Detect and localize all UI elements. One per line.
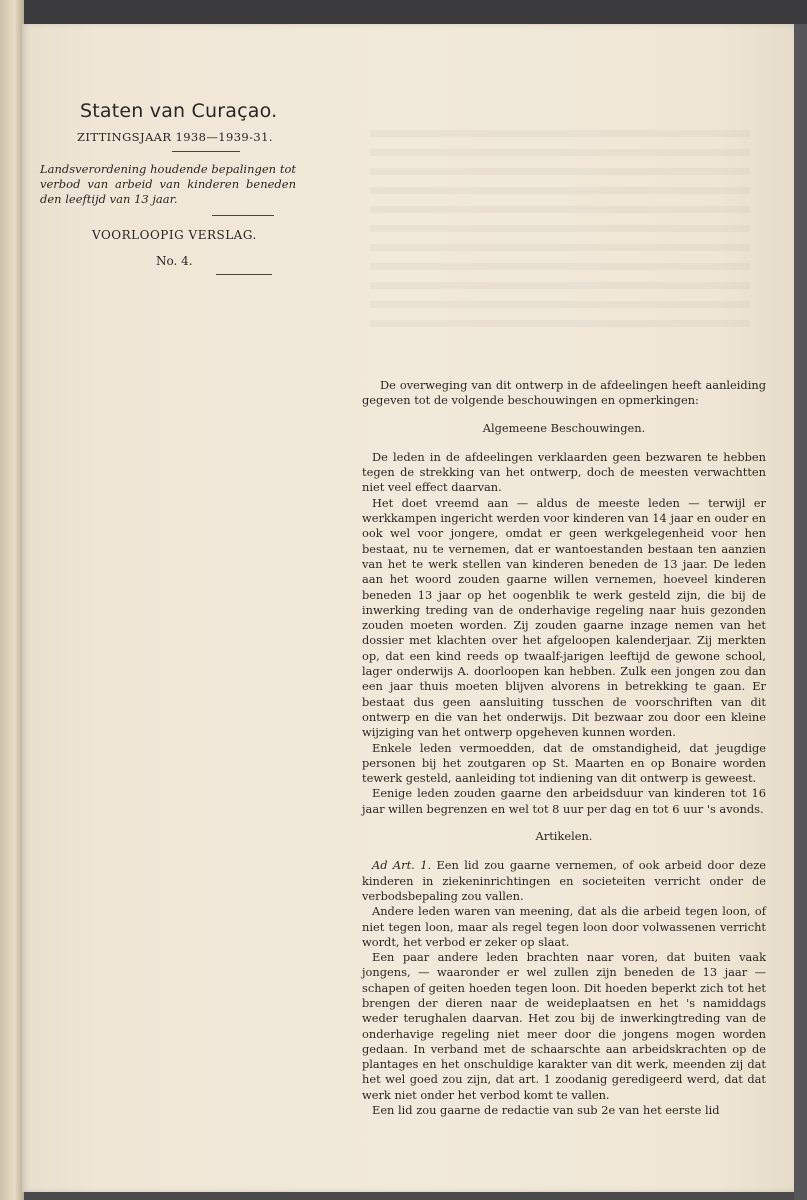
divider bbox=[216, 274, 272, 275]
page-title: Staten van Curaçao. bbox=[80, 100, 278, 122]
paragraph: Een lid zou gaarne de redactie van sub 2e van het eerste lid bbox=[372, 1103, 720, 1118]
report-title: VOORLOOPIG VERSLAG. bbox=[92, 228, 257, 242]
intro-paragraph: De overweging van dit ontwerp in de afdeelingen heeft aanleiding gegeven tot de volgende beschouwingen en opmerkingen: bbox=[362, 378, 766, 408]
paragraph: Andere leden waren van meening, dat als die arbeid tegen loon, of niet tegen loon, maar als regel tegen loon door volwassenen verricht wordt, het verbod er zeker op slaat. bbox=[362, 904, 766, 949]
paragraph: Enkele leden vermoedden, dat de omstandigheid, dat jeugdige personen bij het zoutgaren op St. Maarten en op Bonaire worden tewerk gesteld, aanleiding tot indiening van dit ontwerp is geweest. bbox=[362, 740, 766, 786]
section-heading-articles: Artikelen. bbox=[535, 829, 593, 844]
main-text-column bbox=[362, 378, 766, 1118]
section-heading-general: Algemeene Beschouwingen. bbox=[482, 420, 646, 435]
article-label: Ad Art. 1. bbox=[372, 858, 432, 873]
divider bbox=[172, 151, 240, 152]
paragraph: Het doet vreemd aan — aldus de meeste leden — terwijl er werkkampen ingericht werden voor kinderen van 14 jaar en ouder en ook wel voor jongere, omdat er geen werkgelegenheid voor hen bestaat, nu te vernemen, dat er wantoestanden bestaan ten aanzien van het te werk stellen van kinderen beneden de 13 jaar. De leden aan het woord zouden gaarne willen vernemen, hoeveel kinderen beneden 13 jaar op het oogenblik te werk gesteld zijn, die bij de inwerking treding van de onderhavige regeling naar huis gezonden zouden moeten worden. Zij zouden gaarne inzage nemen van het dossier met klachten over het afgeloopen kalenderjaar. Zij merkten op, dat een kind reeds op twaalf-jarigen leeftijd de gewone school, lager onderwijs A. doorloopen kan hebben. Zulk een jongen zou dan een jaar thuis moeten blijven alvorens in betrekking te gaan. Er bestaat dus geen aansluiting tusschen de voorschriften van dit ontwerp en die van het onderwijs. Dit bezwaar zou door een kleine wijziging van het ontwerp opgeheven kunnen worden. bbox=[362, 495, 766, 740]
paragraph: De leden in de afdeelingen verklaarden geen bezwaren te hebben tegen de strekking van het ontwerp, doch de meesten verwachtten niet veel effect daarvan. bbox=[362, 449, 766, 495]
document-header bbox=[40, 100, 366, 275]
ordinance-description: Landsverordening houdende bepalingen tot verbod van arbeid van kinderen beneden den leeftijd van 13 jaar. bbox=[40, 162, 296, 206]
scan-background bbox=[0, 0, 807, 26]
show-through-texture bbox=[370, 130, 750, 330]
divider bbox=[212, 215, 274, 216]
document-number: No. 4. bbox=[156, 254, 193, 268]
paragraph: Eenige leden zouden gaarne den arbeidsduur van kinderen tot 16 jaar willen begrenzen en wel tot 8 uur per dag en tot 6 uur 's avonds. bbox=[362, 786, 766, 816]
previous-page-edge bbox=[0, 0, 24, 1200]
article-text: Een lid zou gaarne vernemen, of ook arbeid door deze kinderen in ziekeninrichtingen en societeiten verricht onder de verbodsbepaling zou vallen. bbox=[362, 858, 767, 903]
session-year: ZITTINGSJAAR 1938—1939-31. bbox=[77, 130, 273, 144]
article-paragraph bbox=[362, 858, 766, 904]
paragraph: Een paar andere leden brachten naar voren, dat buiten vaak jongens, — waaronder er wel zullen zijn beneden de 13 jaar — schapen of geiten hoeden tegen loon. Dit hoeden beperkt zich tot het brengen der dieren naar de weideplaatsen en het 's namiddags weder terughalen daarvan. Het zou bij de inwerkingtreding van de onderhavige regeling niet meer door die jongens mogen worden gedaan. In verband met de schaarschte aan arbeidskrachten op de plantages en het onschuldige karakter van dit werk, meenden zij dat het wel goed zou zijn, dat art. 1 zoodanig geredigeerd werd, dat dat werk niet onder het verbod komt te vallen. bbox=[362, 950, 766, 1102]
scan-right-edge bbox=[794, 24, 807, 1200]
